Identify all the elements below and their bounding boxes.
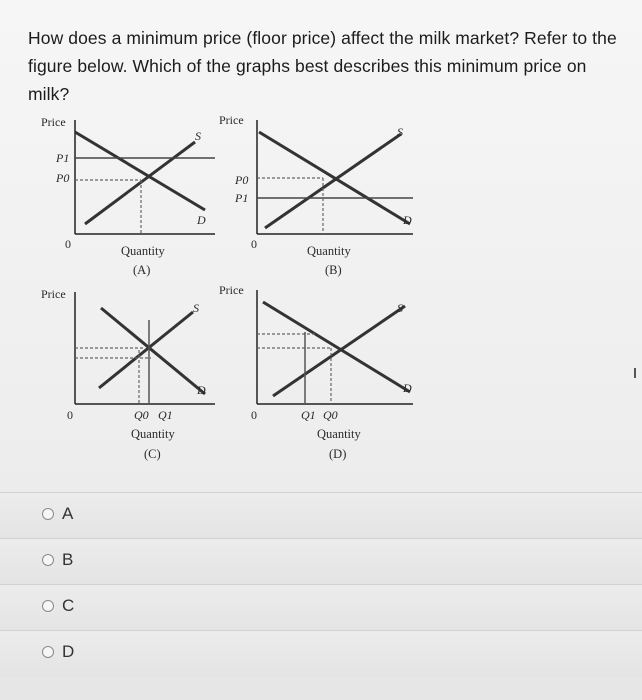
option-a-radio[interactable] bbox=[42, 508, 54, 520]
graph-a-demand-label: D bbox=[197, 213, 206, 227]
option-b[interactable] bbox=[0, 538, 642, 585]
graph-d-demand-label: D bbox=[403, 381, 412, 395]
graph-a-quantity-label: Quantity bbox=[121, 244, 165, 258]
graph-b-demand-label: D bbox=[403, 213, 412, 227]
graph-d-origin-label: 0 bbox=[251, 408, 257, 422]
graph-c-supply-label: S bbox=[193, 301, 199, 315]
option-b-radio[interactable] bbox=[42, 554, 54, 566]
graph-a bbox=[41, 115, 215, 277]
graph-a-demand-curve bbox=[75, 132, 205, 210]
graph-a-p1-label: P1 bbox=[56, 151, 70, 165]
graph-b-caption: (B) bbox=[325, 263, 342, 277]
option-c-radio[interactable] bbox=[42, 600, 54, 612]
graph-d bbox=[219, 283, 413, 461]
graph-d-price-axis-label: Price bbox=[219, 283, 244, 297]
graph-c-supply-curve bbox=[99, 312, 193, 388]
graph-c-demand-curve bbox=[101, 308, 205, 394]
option-a-label[interactable]: A bbox=[62, 504, 74, 523]
supply-demand-figure bbox=[25, 112, 425, 492]
graph-c-q1-label: Q1 bbox=[158, 408, 173, 422]
figure-svg bbox=[25, 112, 425, 492]
graph-c-caption: (C) bbox=[144, 447, 161, 461]
graph-b-p1-label: P1 bbox=[235, 191, 249, 205]
graph-b-price-axis-label: Price bbox=[219, 113, 244, 127]
graph-c-q0-label: Q0 bbox=[134, 408, 149, 422]
option-c-label[interactable]: C bbox=[62, 596, 75, 615]
graph-b bbox=[219, 113, 413, 277]
question-text: How does a minimum price (floor price) affect the milk market? Refer to the figure below. Which of the graphs best describes this minimum price on milk? bbox=[28, 28, 617, 104]
graph-b-origin-label: 0 bbox=[251, 237, 257, 251]
graph-c-price-axis-label: Price bbox=[41, 287, 66, 301]
graph-a-origin-label: 0 bbox=[65, 237, 71, 251]
graph-c-quantity-label: Quantity bbox=[131, 427, 175, 441]
graph-c-origin-label: 0 bbox=[67, 408, 73, 422]
option-c[interactable] bbox=[0, 584, 642, 631]
graph-d-supply-label: S bbox=[397, 301, 403, 315]
graph-b-p0-label: P0 bbox=[235, 173, 249, 187]
graph-a-price-axis-label: Price bbox=[41, 115, 66, 129]
graph-b-demand-curve bbox=[259, 132, 410, 224]
graph-c-demand-label: D bbox=[197, 383, 206, 397]
graph-a-supply-label: S bbox=[195, 129, 201, 143]
graph-d-demand-curve bbox=[263, 302, 410, 392]
option-d[interactable] bbox=[0, 630, 642, 677]
graph-d-quantity-label: Quantity bbox=[317, 427, 361, 441]
graph-a-supply-curve bbox=[85, 142, 195, 224]
edge-marker bbox=[634, 368, 636, 378]
graph-a-p0-label: P0 bbox=[56, 171, 70, 185]
option-d-label[interactable]: D bbox=[62, 642, 75, 661]
graph-d-q1-label: Q1 bbox=[301, 408, 316, 422]
graph-b-supply-label: S bbox=[397, 125, 403, 139]
option-a[interactable] bbox=[0, 492, 642, 539]
graph-a-caption: (A) bbox=[133, 263, 151, 277]
graph-b-quantity-label: Quantity bbox=[307, 244, 351, 258]
option-d-radio[interactable] bbox=[42, 646, 54, 658]
option-b-label[interactable]: B bbox=[62, 550, 74, 569]
graph-d-caption: (D) bbox=[329, 447, 347, 461]
graph-c bbox=[41, 287, 215, 461]
graph-d-q0-label: Q0 bbox=[323, 408, 338, 422]
